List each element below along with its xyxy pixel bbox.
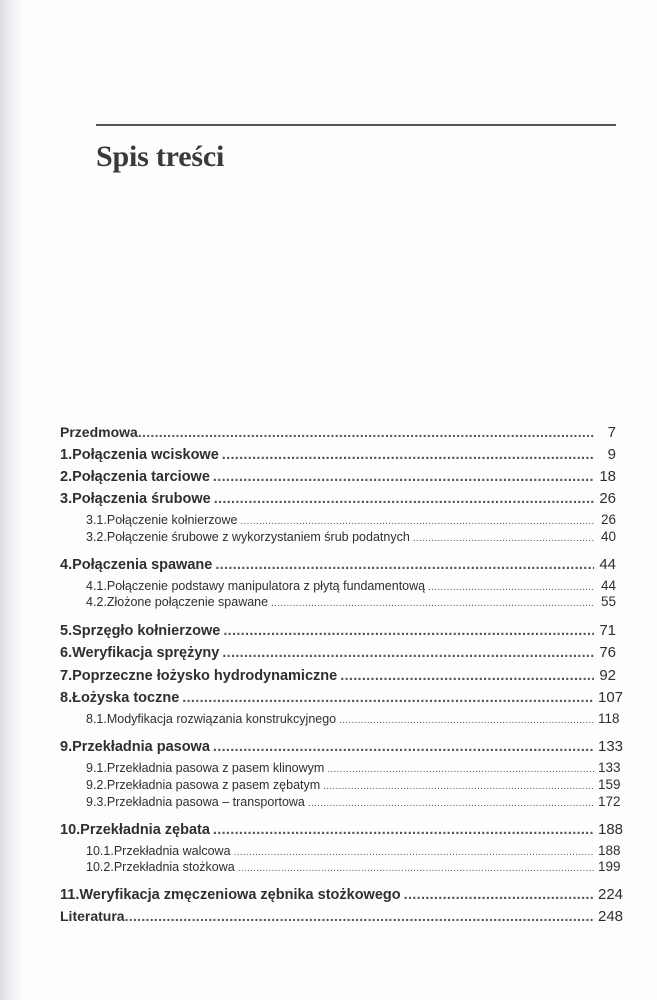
- toc-entry-label: Połączenia wciskowe: [72, 447, 219, 463]
- toc-page-number: 44: [599, 556, 616, 573]
- toc-entry-label: Przekładnia stożkowa: [113, 860, 235, 874]
- toc-entry-label: Sprzęgło kołnierzowe: [72, 623, 221, 639]
- toc-entry-number: 7.: [60, 668, 73, 684]
- toc-entry-section[interactable]: [60, 777, 621, 792]
- dot-leader: [213, 822, 594, 838]
- toc-entry-number: 5.: [60, 623, 73, 639]
- toc-entry-chapter[interactable]: [60, 490, 616, 507]
- toc-page-number: 44: [600, 578, 616, 593]
- toc-entry-label: Modyfikacja rozwiązania konstrukcyjnego: [106, 712, 337, 726]
- toc-entry-section[interactable]: [60, 794, 621, 809]
- toc-entry-label: Literatura: [60, 908, 125, 924]
- toc-entry-number: 1.: [60, 447, 73, 463]
- toc-page-number: 76: [599, 644, 616, 661]
- dot-leader: [308, 798, 594, 809]
- toc-entry-label: Weryfikacja zmęczeniowa zębnika stożkowego: [79, 887, 401, 903]
- toc-entry-number: 8.1.: [86, 712, 107, 726]
- toc-entry-number: 9.: [60, 739, 73, 755]
- dot-leader: [223, 623, 594, 639]
- toc-entry-label: Złożone połączenie spawane: [106, 595, 269, 609]
- toc-page-number: 159: [598, 777, 621, 792]
- toc-entry-chapter[interactable]: [60, 644, 616, 661]
- toc-entry-label: Połączenia spawane: [72, 557, 213, 573]
- toc-entry-number: 3.2.: [86, 530, 107, 544]
- toc-page-number: 40: [600, 529, 616, 544]
- dot-leader: [222, 645, 594, 661]
- dot-leader: [404, 887, 594, 903]
- toc-entry-section[interactable]: [60, 711, 620, 726]
- toc-entry-number: 6.: [60, 645, 73, 661]
- toc-entry-label: Poprzeczne łożysko hydrodynamiczne: [72, 668, 338, 684]
- dot-leader: [213, 739, 594, 755]
- toc-entry-label: Przekładnia pasowa z pasem klinowym: [106, 761, 325, 775]
- toc-entry-label: Połączenie śrubowe z wykorzystaniem śrub podatnych: [106, 530, 410, 544]
- toc-entry-chapter[interactable]: [60, 667, 616, 684]
- page-title: Spis treści: [96, 140, 225, 173]
- toc-entry-label: Połączenia tarciowe: [72, 469, 210, 485]
- toc-page-number: 9: [607, 446, 616, 463]
- toc-entry-label: Przekładnia pasowa – transportowa: [106, 795, 305, 809]
- dot-leader: [138, 424, 594, 440]
- toc-entry-label: Łożyska toczne: [72, 690, 180, 706]
- toc-entry-number: 11.: [60, 887, 80, 903]
- toc-entry-chapter[interactable]: [60, 821, 624, 838]
- dot-leader: [327, 764, 594, 775]
- toc-entry-chapter[interactable]: [60, 556, 616, 573]
- dot-leader: [339, 715, 594, 726]
- dot-leader: [182, 690, 594, 706]
- toc-page-number: 224: [598, 886, 624, 903]
- title-rule: [96, 124, 616, 126]
- page-edge-shadow: [0, 0, 22, 1000]
- toc-page-number: 7: [607, 424, 616, 441]
- toc-entry-number: 10.1.: [86, 844, 114, 858]
- dot-leader: [215, 557, 594, 573]
- toc-entry-section[interactable]: [60, 512, 616, 527]
- toc-entry-number: 9.3.: [86, 795, 107, 809]
- toc-entry-section[interactable]: [60, 859, 621, 874]
- toc-entry-section[interactable]: [60, 843, 621, 858]
- toc-entry-number: 4.: [60, 557, 73, 573]
- toc-entry-chapter[interactable]: [60, 886, 624, 903]
- toc-page-number: 92: [599, 667, 616, 684]
- toc-entry-number: 4.1.: [86, 579, 107, 593]
- toc-entry-chapter[interactable]: [60, 738, 624, 755]
- toc-entry-section[interactable]: [60, 578, 616, 593]
- toc-entry-label: Przekładnia zębata: [80, 822, 210, 838]
- toc-page-number: 188: [598, 843, 621, 858]
- toc-page-number: 107: [598, 689, 624, 706]
- toc-page-number: 248: [598, 908, 624, 925]
- dot-leader: [238, 863, 594, 874]
- dot-leader: [323, 781, 594, 792]
- toc-entry-label: Połączenie podstawy manipulatora z płytą fundamentową: [106, 579, 426, 593]
- toc-entry-label: Przekładnia walcowa: [113, 844, 231, 858]
- toc-page-number: 118: [598, 711, 620, 726]
- toc-entry-label: Weryfikacja sprężyny: [72, 645, 220, 661]
- toc-page-number: 26: [600, 512, 616, 527]
- toc-entry-bibliography[interactable]: [60, 908, 624, 925]
- dot-leader: [271, 598, 594, 609]
- dot-leader: [125, 908, 594, 924]
- dot-leader: [234, 847, 594, 858]
- toc-entry-section[interactable]: [60, 594, 616, 609]
- dot-leader: [413, 533, 594, 544]
- toc-entry-label: Połączenie kołnierzowe: [106, 513, 238, 527]
- toc-entry-chapter[interactable]: [60, 446, 616, 463]
- toc-page-number: 188: [598, 821, 624, 838]
- toc-entry-section[interactable]: [60, 529, 616, 544]
- toc-entry-label: Przedmowa: [60, 424, 138, 440]
- toc-page-number: 133: [598, 738, 624, 755]
- toc-page-number: 199: [598, 859, 621, 874]
- dot-leader: [241, 516, 595, 527]
- toc-entry-section[interactable]: [60, 760, 621, 775]
- toc-entry-number: 10.: [60, 822, 81, 838]
- toc-entry-label: Przekładnia pasowa z pasem zębatym: [106, 778, 321, 792]
- toc-entry-number: 3.: [60, 491, 73, 507]
- dot-leader: [340, 668, 594, 684]
- toc-entry-preface[interactable]: [60, 424, 616, 441]
- dot-leader: [214, 491, 594, 507]
- dot-leader: [428, 582, 594, 593]
- toc-entry-number: 2.: [60, 469, 73, 485]
- toc-entry-number: 4.2.: [86, 595, 107, 609]
- dot-leader: [222, 447, 594, 463]
- toc-entry-number: 3.1.: [86, 513, 107, 527]
- toc-entry-number: 9.2.: [86, 778, 107, 792]
- toc-entry-chapter[interactable]: [60, 689, 624, 706]
- toc-entry-number: 8.: [60, 690, 73, 706]
- toc-page-number: 26: [599, 490, 616, 507]
- dot-leader: [213, 469, 594, 485]
- toc-page-number: 55: [600, 594, 616, 609]
- toc-page-number: 133: [598, 760, 621, 775]
- toc-entry-chapter[interactable]: [60, 622, 616, 639]
- toc-entry-label: Przekładnia pasowa: [72, 739, 210, 755]
- toc-entry-number: 9.1.: [86, 761, 107, 775]
- toc-entry-chapter[interactable]: [60, 468, 616, 485]
- toc-page-number: 172: [598, 794, 621, 809]
- toc-page-number: 71: [599, 622, 616, 639]
- toc-entry-number: 10.2.: [86, 860, 114, 874]
- toc-entry-label: Połączenia śrubowe: [72, 491, 211, 507]
- toc-page-number: 18: [599, 468, 616, 485]
